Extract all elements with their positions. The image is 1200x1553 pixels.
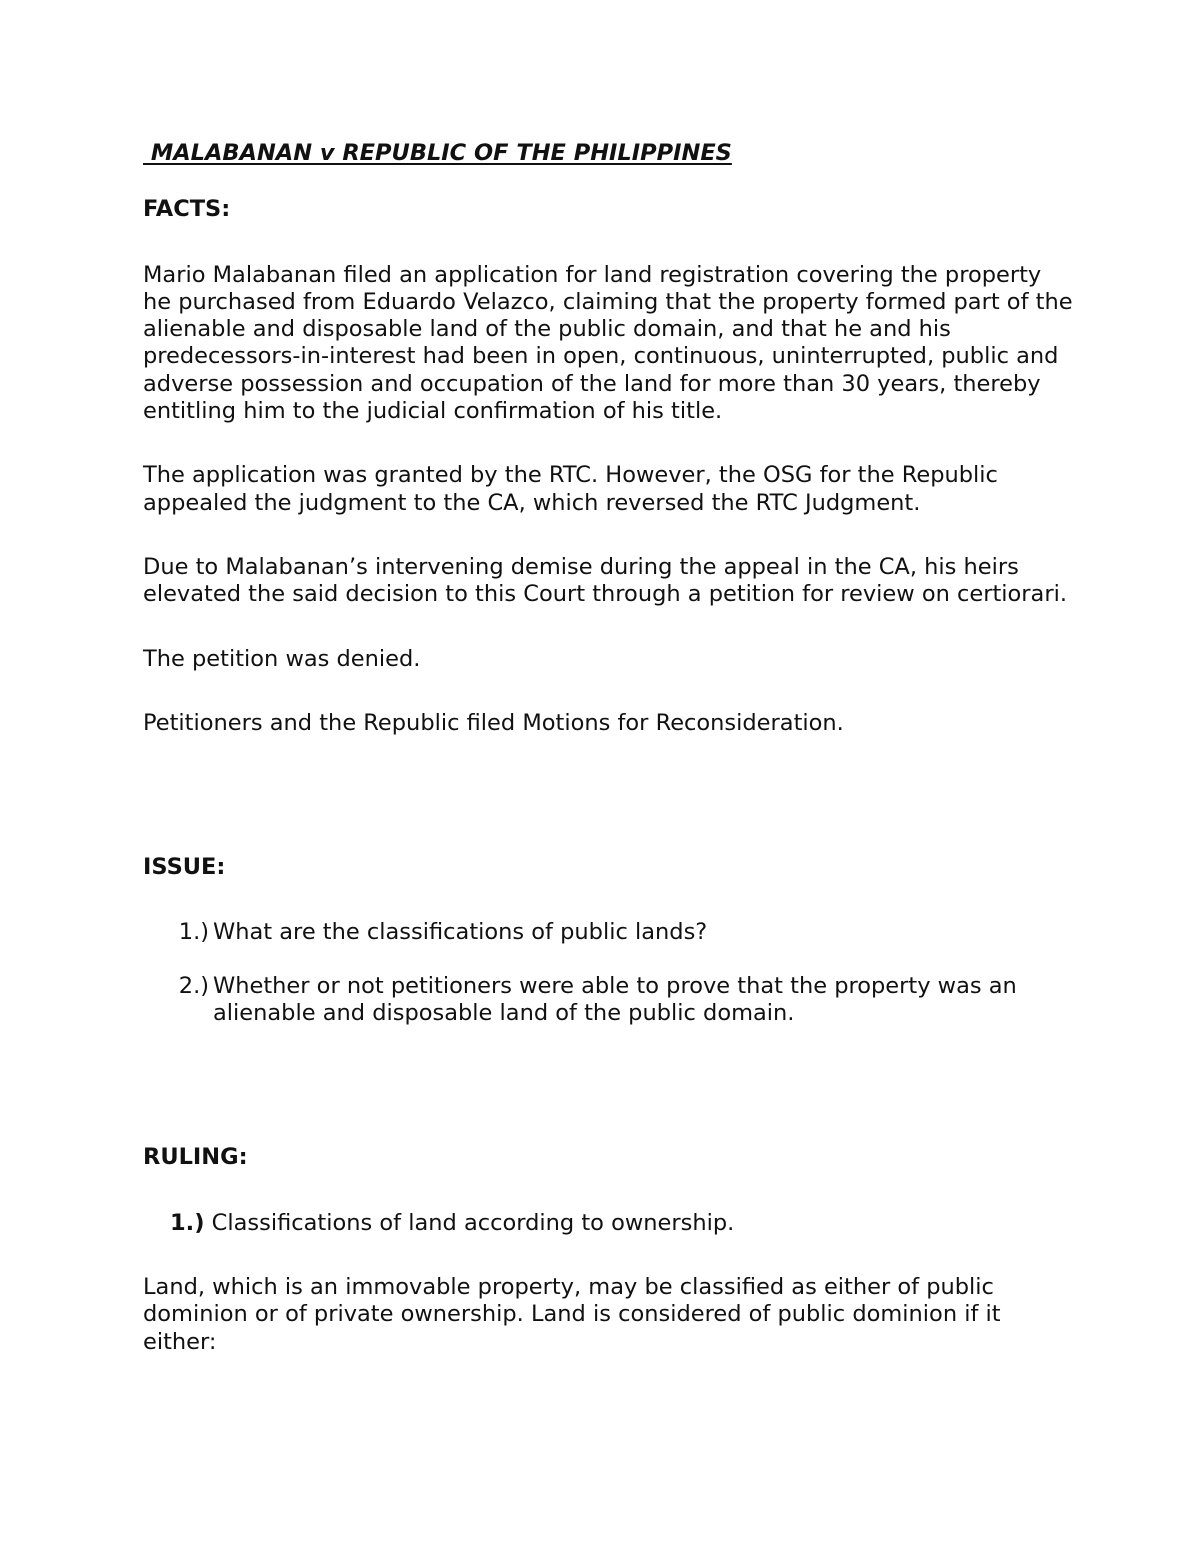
ruling-point-1 [143, 1210, 1073, 1237]
ruling-point-number: 1.) [170, 1209, 205, 1236]
ruling-paragraph: Land, which is an immovable property, may be classified as either of public dominion or of private ownership. Land is considered of public dominion if it either: [143, 1273, 1001, 1355]
issue-number-2: 2.) [178, 972, 209, 999]
document-page [143, 140, 1073, 1356]
facts-paragraph-3: Due to Malabanan’s intervening demise during the appeal in the CA, his heirs elevated the said decision to this Court through a petition for review on certiorari. [143, 553, 1067, 608]
issue-text-2: Whether or not petitioners were able to prove that the property was an alienable and disposable land of the public domain. [213, 972, 1017, 1027]
ruling-heading: RULING: [143, 1144, 248, 1171]
issue-item-2 [143, 973, 1073, 1028]
issue-item-1 [143, 919, 1073, 946]
facts-paragraph-4: The petition was denied. [143, 645, 421, 672]
case-title: MALABANAN v REPUBLIC OF THE PHILIPPINES [143, 140, 732, 166]
facts-heading: FACTS: [143, 196, 231, 223]
issue-number-1: 1.) [178, 919, 209, 946]
issue-list [143, 919, 1073, 1027]
facts-paragraph-2: The application was granted by the RTC. However, the OSG for the Republic appealed the judgment to the CA, which reversed the RTC Judgment. [143, 462, 998, 516]
issue-heading: ISSUE: [143, 854, 226, 881]
facts-paragraph-5: Petitioners and the Republic filed Motions for Reconsideration. [143, 709, 844, 736]
ruling-point-text: Classifications of land according to ownership. [204, 1209, 735, 1236]
issue-text-1: What are the classifications of public lands? [213, 919, 708, 946]
facts-paragraph-1: Mario Malabanan filed an application for land registration covering the property he purchased from Eduardo Velazco, claiming that the property formed part of the alienable and disposable land of the public domain, and that he and his predecessors-in-interest had been in open, continuous, uninterrupted, public and adverse possession and occupation of the land for more than 30 years, thereby entitling him to the judicial confirmation of his title. [143, 261, 1073, 425]
